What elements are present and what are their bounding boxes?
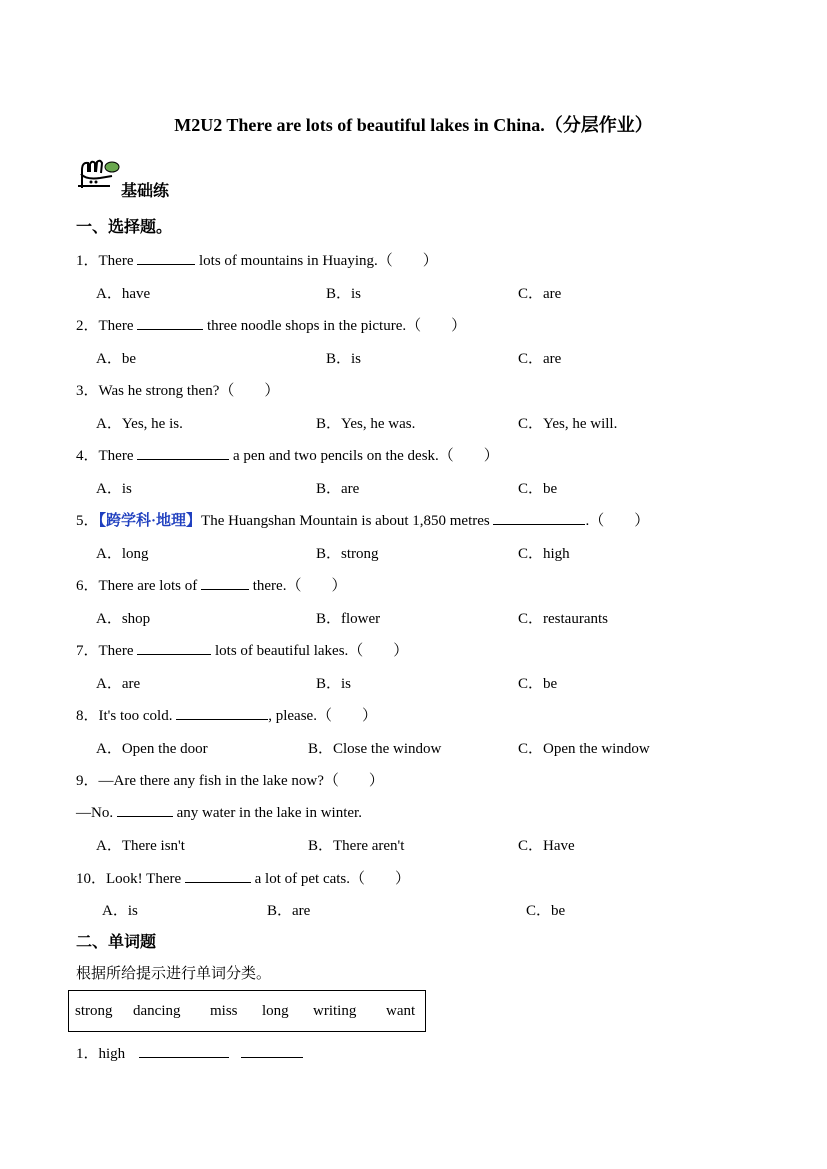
- q5-option-a[interactable]: A．long: [96, 546, 149, 562]
- answer-blank[interactable]: [137, 640, 211, 655]
- answer-blank[interactable]: [201, 575, 249, 590]
- page-title: M2U2 There are lots of beautiful lakes in China.（分层作业）: [174, 115, 653, 135]
- q4-option-b[interactable]: B．are: [316, 481, 360, 497]
- question-3: 3．Was he strong then?（ ）: [76, 383, 280, 399]
- cross-subject-tag: 【跨学科·地理】: [98, 513, 202, 529]
- question-6: 6．There are lots of there.（ ）: [76, 574, 346, 595]
- word-bank-item: miss: [210, 1003, 238, 1019]
- answer-blank[interactable]: [139, 1043, 229, 1058]
- q1-option-c[interactable]: C．are: [518, 286, 562, 302]
- answer-blank[interactable]: [137, 445, 229, 460]
- q10-option-b[interactable]: B．are: [267, 903, 311, 919]
- q8-option-b[interactable]: B．Close the window: [308, 741, 442, 757]
- q1-option-a[interactable]: A．have: [96, 286, 151, 302]
- q3-option-b[interactable]: B．Yes, he was.: [316, 416, 416, 432]
- q2-option-b[interactable]: B．is: [326, 351, 362, 367]
- answer-blank[interactable]: [137, 250, 195, 265]
- q7-option-a[interactable]: A．are: [96, 676, 141, 692]
- answer-blank[interactable]: [241, 1043, 303, 1058]
- answer-blank[interactable]: [185, 868, 251, 883]
- answer-blank[interactable]: [137, 315, 203, 330]
- part2-heading: 二、单词题: [76, 934, 157, 951]
- word-bank-item: strong: [75, 1003, 113, 1019]
- q9-option-a[interactable]: A．There isn't: [96, 838, 185, 854]
- word-bank-item: want: [386, 1003, 416, 1019]
- q7-option-c[interactable]: C．be: [518, 676, 558, 692]
- q3-option-c[interactable]: C．Yes, he will.: [518, 416, 618, 432]
- question-9-reply: —No. any water in the lake in winter.: [76, 802, 362, 822]
- q7-option-b[interactable]: B．is: [316, 676, 352, 692]
- q6-option-b[interactable]: B．flower: [316, 611, 381, 627]
- word-bank-item: long: [262, 1003, 289, 1019]
- q2-option-a[interactable]: A．be: [96, 351, 136, 367]
- q9-option-b[interactable]: B．There aren't: [308, 838, 405, 854]
- question-9: 9．—Are there any fish in the lake now?（ ）: [76, 773, 384, 789]
- q3-option-a[interactable]: A．Yes, he is.: [96, 416, 183, 432]
- q10-option-c[interactable]: C．be: [526, 903, 566, 919]
- q4-option-a[interactable]: A．is: [96, 481, 132, 497]
- q6-option-a[interactable]: A．shop: [96, 611, 151, 627]
- question-4: 4．There a pen and two pencils on the desk.（ ）: [76, 444, 499, 465]
- q4-option-c[interactable]: C．be: [518, 481, 558, 497]
- section-basic-label: 基础练: [121, 183, 170, 200]
- q10-option-a[interactable]: A．is: [102, 903, 138, 919]
- part2-item-1: 1．high: [76, 1042, 303, 1063]
- answer-blank[interactable]: [117, 802, 173, 817]
- word-bank-box: [68, 990, 426, 1032]
- q1-option-b[interactable]: B．is: [326, 286, 362, 302]
- question-5: 5．【跨学科·地理】The Huangshan Mountain is about 1,850 metres .（ ）: [76, 509, 649, 530]
- question-10: 10．Look! There a lot of pet cats.（ ）: [76, 867, 410, 888]
- word-bank-item: dancing: [133, 1003, 181, 1019]
- q8-option-c[interactable]: C．Open the window: [518, 741, 650, 757]
- question-1: 1．There lots of mountains in Huaying.（ ）: [76, 249, 438, 270]
- answer-blank[interactable]: [176, 705, 268, 720]
- part1-heading: 一、选择题。: [76, 219, 173, 236]
- q2-option-c[interactable]: C．are: [518, 351, 562, 367]
- rabbit-mascot-icon: [76, 158, 120, 190]
- word-bank-item: writing: [313, 1003, 357, 1019]
- q5-option-b[interactable]: B．strong: [316, 546, 379, 562]
- q9-option-c[interactable]: C．Have: [518, 838, 575, 854]
- q5-option-c[interactable]: C．high: [518, 546, 570, 562]
- part2-instruction: 根据所给提示进行单词分类。: [76, 966, 272, 982]
- q6-option-c[interactable]: C．restaurants: [518, 611, 608, 627]
- question-2: 2．There three noodle shops in the picture.（ ）: [76, 314, 466, 335]
- question-8: 8．It's too cold. , please.（ ）: [76, 704, 377, 725]
- question-7: 7．There lots of beautiful lakes.（ ）: [76, 639, 408, 660]
- q8-option-a[interactable]: A．Open the door: [96, 741, 208, 757]
- answer-blank[interactable]: [493, 510, 585, 525]
